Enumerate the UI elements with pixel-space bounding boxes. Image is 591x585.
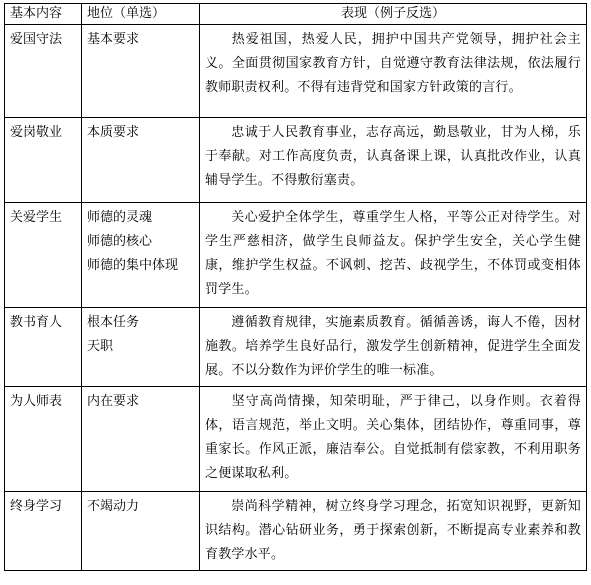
performance-cell bbox=[200, 387, 587, 492]
position-item: 本质要求 bbox=[87, 125, 140, 140]
header-content: 基本内容 bbox=[5, 4, 82, 25]
content-cell: 关爱学生 bbox=[5, 203, 82, 308]
table-row bbox=[5, 203, 587, 308]
table-row bbox=[5, 118, 587, 203]
position-item: 不竭动力 bbox=[87, 499, 140, 514]
table-row bbox=[5, 387, 587, 492]
performance-cell bbox=[200, 118, 587, 203]
position-item: 内在要求 bbox=[87, 394, 140, 409]
content-cell: 教书育人 bbox=[5, 308, 82, 387]
performance-text: 热爱祖国，热爱人民，拥护中国共产党领导，拥护社会主义。全面贯彻国家教育方针，自觉遵守教育法律法规，依法履行教师职责权利。不得有违背党和国家方针政策的言行。 bbox=[205, 32, 581, 95]
content-cell: 爱岗敬业 bbox=[5, 118, 82, 203]
position-cell bbox=[82, 387, 200, 492]
performance-text: 崇尚科学精神，树立终身学习理念，拓宽知识视野，更新知识结构。潜心钻研业务，勇于探索创新，不断提高专业素养和教育教学水平。 bbox=[205, 499, 581, 562]
position-item: 天职 bbox=[87, 339, 114, 354]
position-item: 根本任务 bbox=[87, 315, 140, 330]
position-item: 基本要求 bbox=[87, 32, 140, 47]
position-cell bbox=[82, 308, 200, 387]
performance-text: 坚守高尚情操，知荣明耻，严于律己，以身作则。衣着得体，语言规范，举止文明。关心集体，团结协作，尊重同事，尊重家长。作风正派，廉洁奉公。自觉抵制有偿家教，不利用职务之便谋取私利。 bbox=[205, 394, 581, 481]
position-cell bbox=[82, 118, 200, 203]
table-row bbox=[5, 308, 587, 387]
content-cell: 为人师表 bbox=[5, 387, 82, 492]
performance-cell bbox=[200, 308, 587, 387]
performance-cell bbox=[200, 492, 587, 571]
performance-text: 关心爱护全体学生，尊重学生人格，平等公正对待学生。对学生严慈相济，做学生良师益友。保护学生安全，关心学生健康，维护学生权益。不讽刺、挖苦、歧视学生，不体罚或变相体罚学生。 bbox=[205, 210, 581, 297]
content-cell: 爱国守法 bbox=[5, 25, 82, 118]
header-position: 地位（单选） bbox=[82, 4, 200, 25]
position-cell bbox=[82, 492, 200, 571]
performance-text: 忠诚于人民教育事业，志存高远，勤恳敬业，甘为人梯，乐于奉献。对工作高度负责，认真备课上课，认真批改作业，认真辅导学生。不得敷衍塞责。 bbox=[205, 125, 581, 188]
position-item: 师德的灵魂 bbox=[87, 210, 153, 225]
table-row bbox=[5, 25, 587, 118]
performance-cell bbox=[200, 203, 587, 308]
content-cell: 终身学习 bbox=[5, 492, 82, 571]
position-cell bbox=[82, 203, 200, 308]
ethics-table bbox=[4, 3, 587, 571]
position-item: 师德的核心 bbox=[87, 234, 153, 249]
header-performance: 表现（例子反选） bbox=[200, 4, 587, 25]
table-row bbox=[5, 492, 587, 571]
position-item: 师德的集中体现 bbox=[87, 258, 179, 273]
performance-text: 遵循教育规律，实施素质教育。循循善诱，诲人不倦，因材施教。培养学生良好品行，激发学生创新精神，促进学生全面发展。不以分数作为评价学生的唯一标准。 bbox=[205, 315, 581, 378]
performance-cell bbox=[200, 25, 587, 118]
header-row bbox=[5, 4, 587, 25]
position-cell bbox=[82, 25, 200, 118]
